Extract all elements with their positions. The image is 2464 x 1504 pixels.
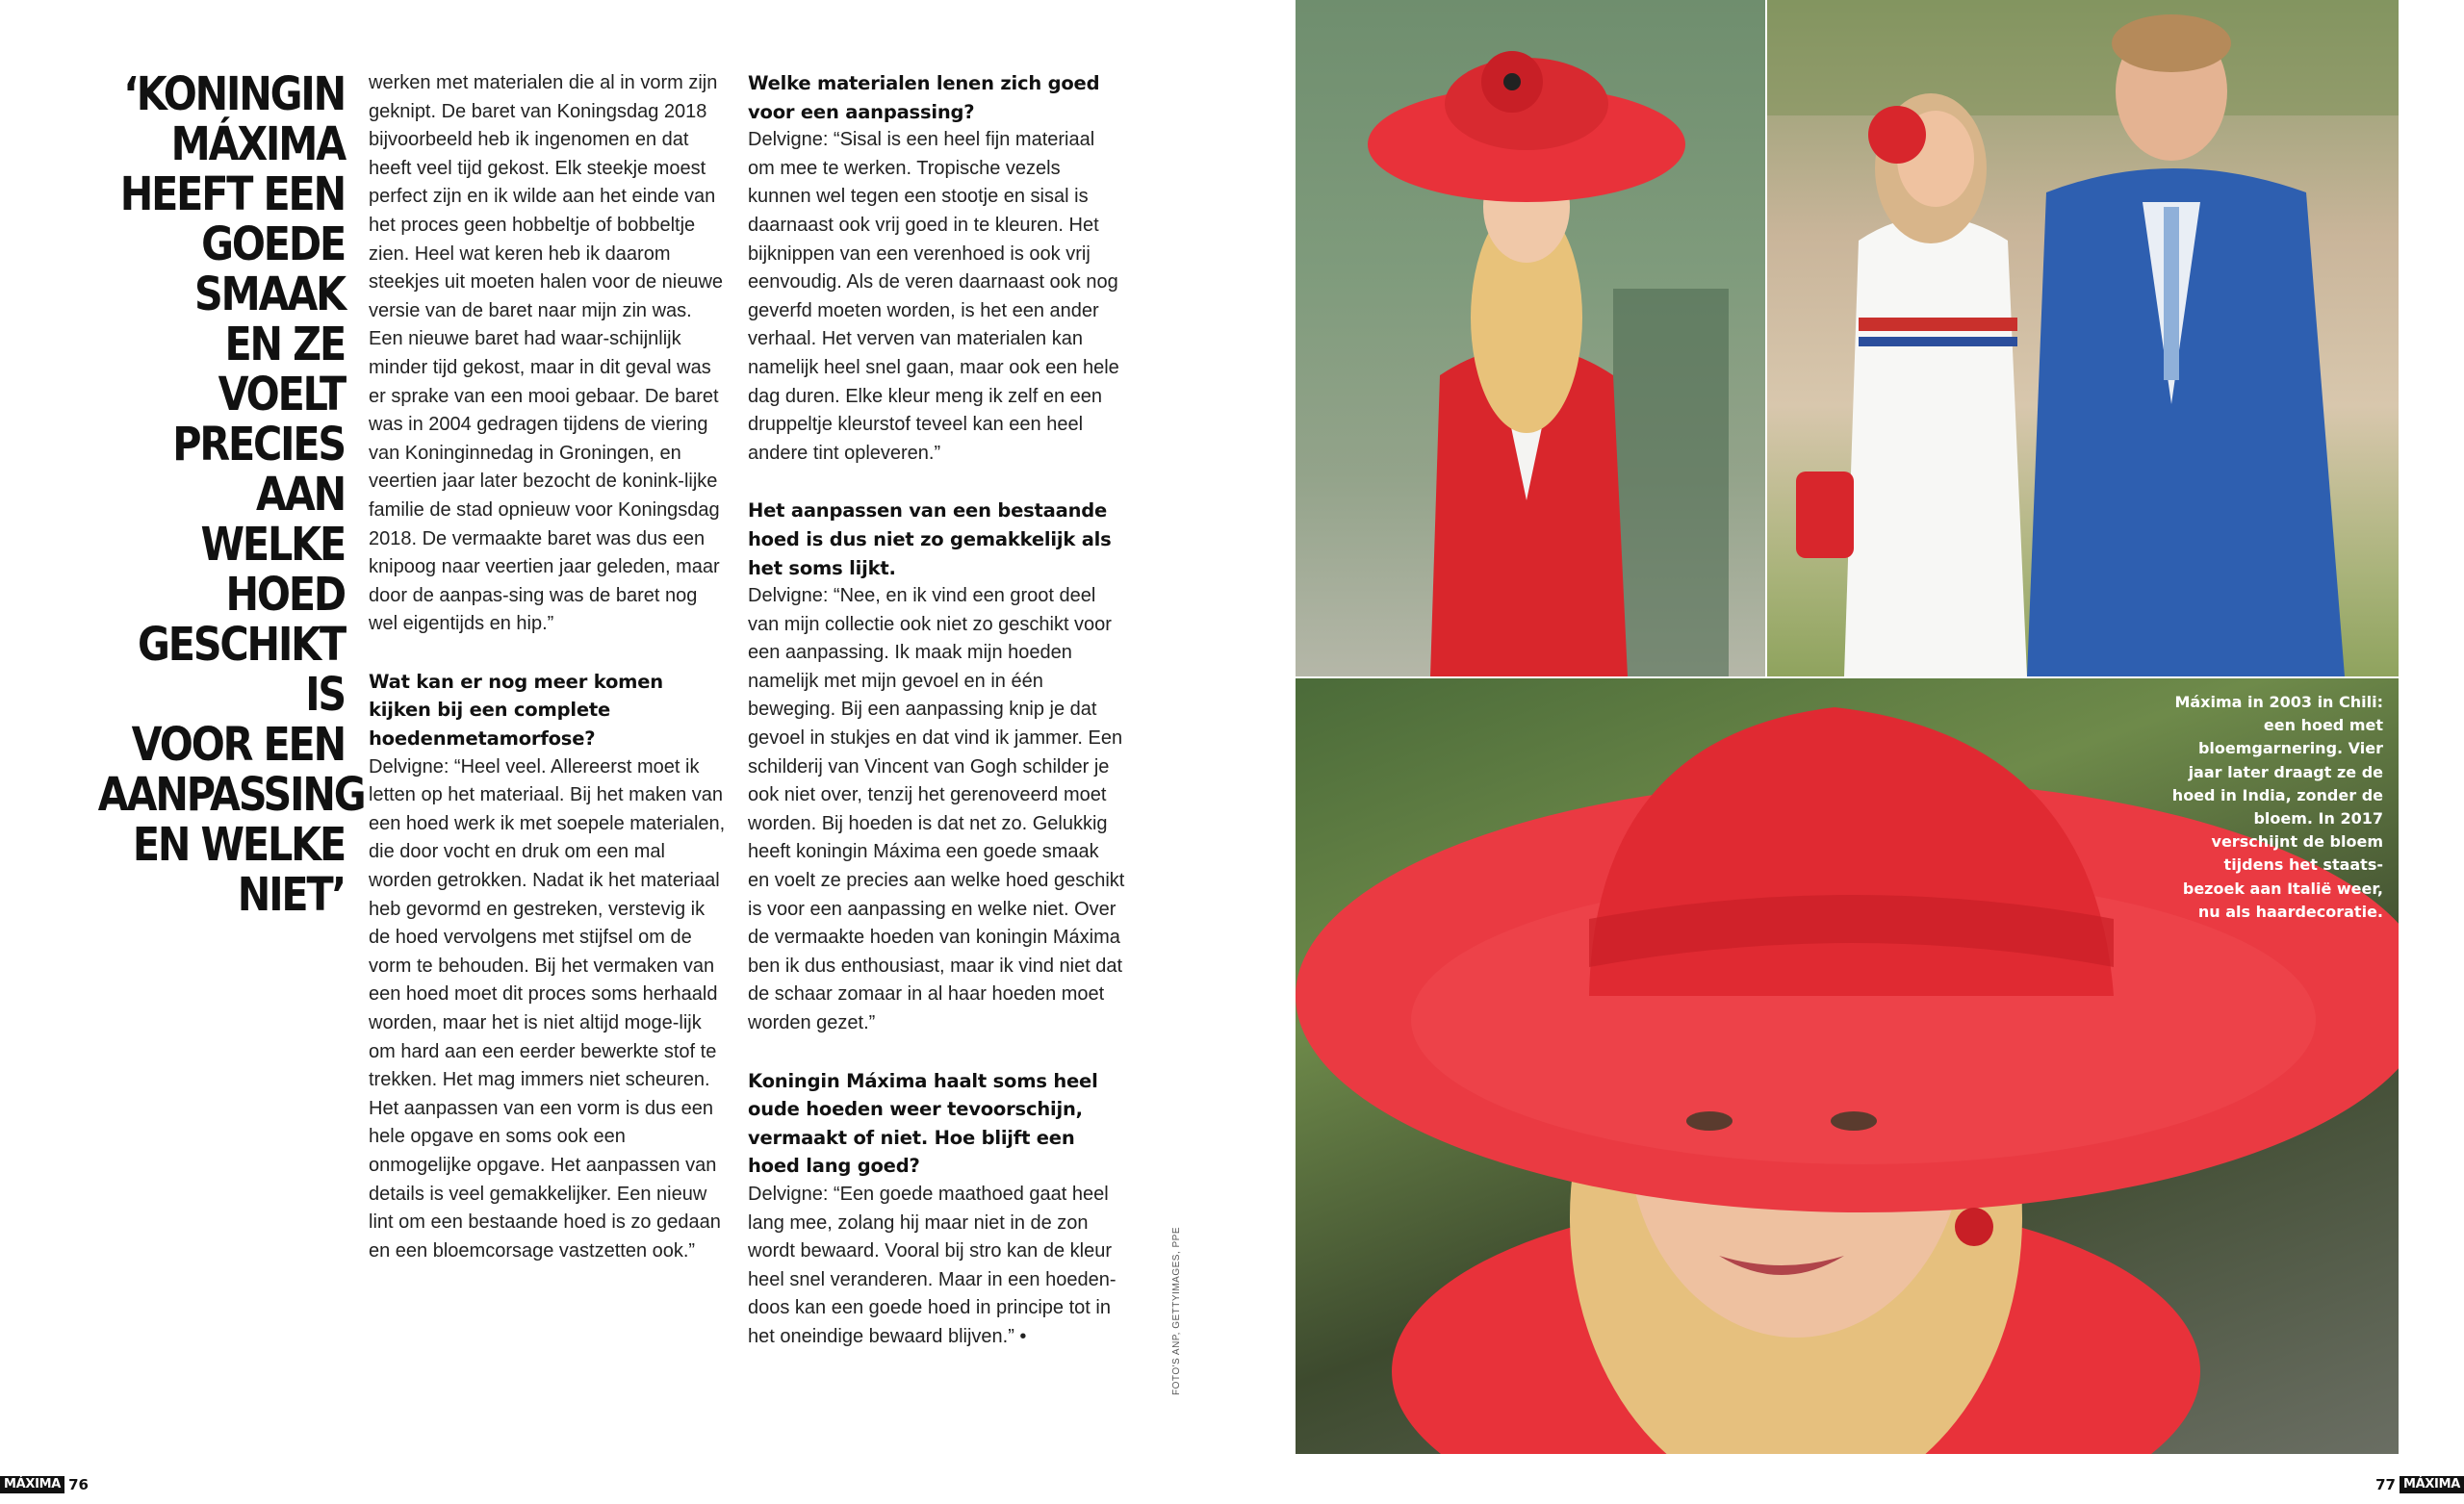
photo-maxima-red-hat-2003 bbox=[1296, 0, 1765, 676]
photo-illustration bbox=[1296, 0, 1765, 676]
qa-block bbox=[748, 497, 1125, 1037]
interview-question: Het aanpassen van een bestaande hoed is dus niet zo gemakkelijk als het soms lijkt. bbox=[748, 499, 1112, 579]
interview-answer: Delvigne: “Nee, en ik vind een groot deel van mijn collectie ook niet zo geschikt voor een aanpassing. Ik maak mijn hoeden namelijk met mijn gevoel en in één beweging. Bij een aanpassing knip je dat gevoel in stukjes en dat vind ik jammer. Een schilderij van Vincent van Gogh schilder je ook niet over, tenzij het gerenoveerd moet worden. Bij hoeden is dat net zo. Gelukkig heeft koningin Máxima een goede smaak en voelt ze precies aan welke hoed geschikt is voor een aanpassing en welke niet. Over de vermaakte hoeden van koningin Máxima ben ik dus enthousiast, maar ik vind niet dat de schaar zomaar in al haar hoeden moet worden gezet.” bbox=[748, 585, 1125, 1033]
folio-left bbox=[0, 1475, 92, 1494]
article-column-1 bbox=[369, 69, 727, 1294]
magazine-logo: MÁXIMA bbox=[2400, 1476, 2464, 1493]
interview-answer: Delvigne: “Sisal is een heel fijn materiaal om mee te werken. Tropische vezels kunnen wel tegen een stootje en sisal is daarnaast ook vrij goed in te kleuren. Het bijknippen van een verenhoed is ook vrij eenvoudig. Als de veren daarnaast ook nog geverfd moeten worden, is het een ander verhaal. Het verven van materialen kan namelijk heel snel gaan, maar ook een hele dag duren. Elke kleur meng ik zelf en een druppeltje kleurstof teveel kan een heel andere tint opleveren.” bbox=[748, 129, 1119, 464]
photo-caption: Máxima in 2003 in Chili: een hoed met bloemgarnering. Vier jaar later draagt ze de hoed in India, zonder de bloem. In 2017 verschijnt de bloem tijdens het staats-bezoek aan Italië weer, nu als haardecoratie. bbox=[2171, 693, 2383, 921]
qa-block bbox=[369, 668, 727, 1265]
article-column-2 bbox=[748, 69, 1125, 1381]
interview-answer: Delvigne: “Een goede maathoed gaat heel lang mee, zolang hij maar niet in de zon wordt bewaard. Vooral bij stro kan de kleur heel snel veranderen. Maar in een hoeden-doos kan een goede hoed in principe tot in het oneindige bewaard blijven.” • bbox=[748, 1183, 1116, 1347]
qa-block bbox=[748, 69, 1125, 468]
interview-question: Welke materialen lenen zich goed voor een aanpassing? bbox=[748, 72, 1100, 123]
magazine-logo: MÁXIMA bbox=[0, 1476, 64, 1493]
page-number: 76 bbox=[68, 1476, 89, 1493]
page-number: 77 bbox=[2375, 1476, 2396, 1493]
folio-right bbox=[2372, 1475, 2464, 1494]
qa-block bbox=[748, 1067, 1125, 1352]
photo-maxima-willem-alexander-2017 bbox=[1767, 0, 2399, 676]
pull-quote: ‘KONINGIN MÁXIMA HEEFT EEN GOEDE SMAAK EN ZE VOELT PRECIES AAN WELKE HOED GESCHIKT IS VOOR EEN AANPASSING EN WELKE NIET’ bbox=[97, 67, 365, 922]
body-paragraph: werken met materialen die al in vorm zijn geknipt. De baret van Koningsdag 2018 bijvoorbeeld heb ik ingenomen en dat heeft veel tijd gekost. Elk steekje moest perfect zijn en ik wilde aan het einde van het proces geen hobbeltje of bobbeltje zien. Heel wat keren heb ik daarom steekjes uit moeten halen voor de nieuwe versie van de baret naar mijn zin was. Een nieuwe baret had waar-schijnlijk minder tijd gekost, maar in dit geval was er sprake van een mooi gebaar. De baret was in 2004 gedragen tijdens de viering van Koninginnedag in Groningen, en veertien jaar later bezocht de konink-lijke familie de stad opnieuw voor Koningsdag 2018. De vermaakte baret was dus een knipoog naar veertien jaar geleden, maar door de aanpas-sing was de baret nog wel eigentijds en hip.” bbox=[369, 72, 724, 635]
interview-question: Koningin Máxima haalt soms heel oude hoeden weer tevoorschijn, vermaakt of niet. Hoe blijft een hoed lang goed? bbox=[748, 1069, 1098, 1178]
photo-credit: FOTO'S ANP, GETTYIMAGES, PPE bbox=[1171, 1226, 1182, 1395]
photo-illustration bbox=[1767, 0, 2399, 676]
interview-answer: Delvigne: “Heel veel. Allereerst moet ik letten op het materiaal. Bij het maken van een hoed werk ik met soepele materialen, die door vocht en druk om een mal worden getrokken. Nadat ik het materiaal heb gevormd en gestreken, verstevig ik de hoed vervolgens met stijfsel om de vorm te behouden. Bij het vermaken van een hoed moet dit proces soms herhaald worden, maar het is niet altijd moge-lijk om hard aan een eerder bewerkte stof te trekken. Het mag immers niet scheuren. Het aanpassen van een vorm is dus een hele opgave en soms ook een onmogelijke opgave. Het aanpassen van details is veel gemakkelijker. Een nieuw lint om een bestaande hoed is zo gedaan en een bloemcorsage vastzetten ook.” bbox=[369, 755, 726, 1262]
interview-question: Wat kan er nog meer komen kijken bij een complete hoedenmetamorfose? bbox=[369, 670, 663, 751]
